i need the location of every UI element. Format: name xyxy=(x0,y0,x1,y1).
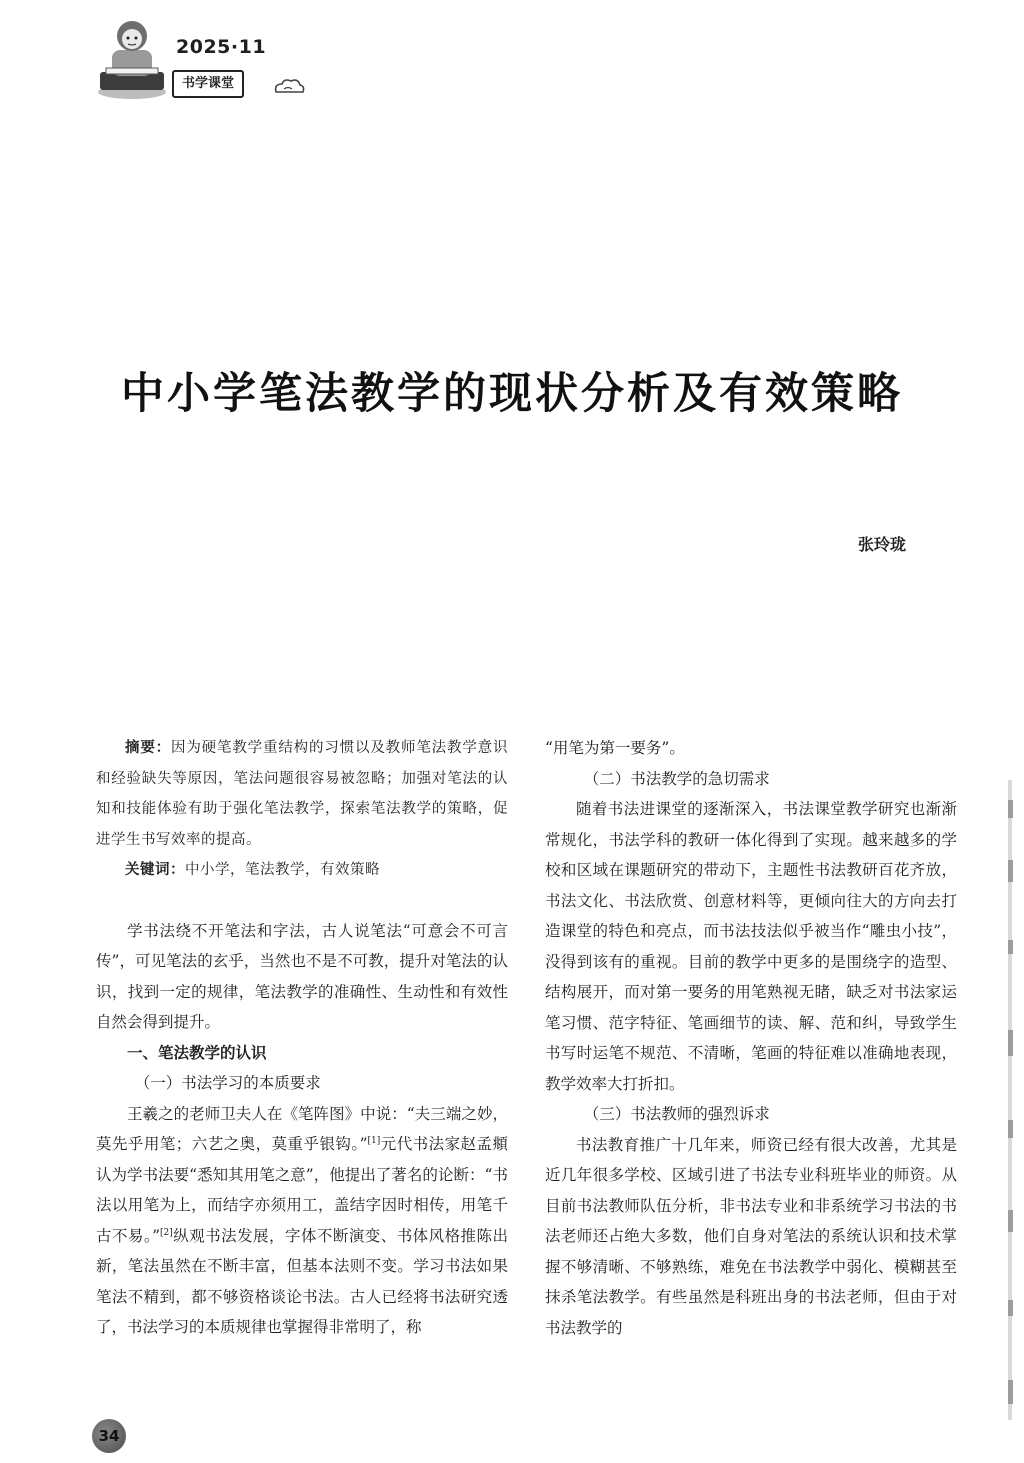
citation-2: [2] xyxy=(160,1227,173,1238)
article-title: 中小学笔法教学的现状分析及有效策略 xyxy=(121,369,903,419)
keywords xyxy=(96,855,508,886)
abstract-text: 因为硬笔教学重结构的习惯以及教师笔法教学意识和经验缺失等原因，笔法问题很容易被忽略；加强对笔法的认知和技能体验有助于强化笔法教学，探索笔法教学的策略，促进学生书写效率的提高。 xyxy=(96,740,508,848)
issue-number: 2025·11 xyxy=(176,36,267,58)
paragraph-1-part-c: 纵观书法发展，字体不断演变、书体风格推陈出新，笔法虽然在不断丰富，但基本法则不变。学习书法如果笔法不精到，都不够资格谈论书法。古人已经将书法研究透了，书法学习的本质规律也掌握得非常明了，称 xyxy=(96,1226,508,1336)
left-column xyxy=(96,733,508,1343)
intro-paragraph: 学书法绕不开笔法和字法，古人说笔法“可意会不可言传”，可见笔法的玄乎，当然也不是不可教，提升对笔法的认识，找到一定的规律，笔法教学的准确性、生动性和有效性自然会得到提升。 xyxy=(96,921,508,1031)
paragraph-1 xyxy=(96,1099,508,1343)
paragraph-1-part-b: 元代书法家赵孟頫认为学书法要“悉知其用笔之意”，他提出了著名的论断：“书法以用笔为上，而结字亦须用工，盖结字因时相传，用笔千古不易。” xyxy=(96,1135,508,1245)
subsection-heading-1: （一）书法学习的本质要求 xyxy=(134,1074,321,1092)
keywords-label: 关键词： xyxy=(125,862,185,878)
page-number: 34 xyxy=(92,1419,126,1453)
scan-edge-strip xyxy=(1006,780,1016,1420)
paragraph-2: 随着书法进课堂的逐渐深入，书法课堂教学研究也渐渐常规化，书法学科的教研一体化得到了实现。越来越多的学校和区域在课题研究的带动下，主题性书法教研百花齐放，书法文化、书法欣赏、创意材料等，更倾向往大的方向去打造课堂的特色和亮点，而书法技法似乎被当作“雕虫小技”，没得到该有的重视。目前的教学中更多的是围绕字的造型、结构展开，而对第一要务的用笔熟视无睹，缺乏对书法家运笔习惯、范字特征、笔画细节的读、解、范和纠，导致学生书写时运笔不规范、不清晰，笔画的特征难以准确地表现，教学效率大打折扣。 xyxy=(545,800,957,1093)
section-heading-1: 一、笔法教学的认识 xyxy=(127,1043,267,1062)
subsection-heading-2: （二）书法教学的急切需求 xyxy=(583,769,770,788)
abstract xyxy=(96,733,508,855)
subsection-heading-3: （三）书法教师的强烈诉求 xyxy=(583,1105,770,1123)
paragraph-3: 书法教育推广十几年来，师资已经有很大改善，尤其是近几年很多学校、区域引进了书法专业科班毕业的师资。从目前书法教师队伍分析，非书法专业和非系统学习书法的书法老师还占绝大多数，他们自身对笔法的系统认识和技术掌握不够清晰、不够熟练，难免在书法教学中弱化、模糊甚至抹杀笔法教学。有些虽然是科班出身的书法老师，但由于对书法教学的 xyxy=(545,1135,957,1337)
citation-1: [1] xyxy=(367,1135,381,1146)
cloud-ornament-icon xyxy=(272,76,306,98)
abstract-label: 摘要： xyxy=(125,740,171,756)
keywords-text: 中小学，笔法教学，有效策略 xyxy=(185,862,380,878)
student-writing-icon xyxy=(96,14,168,100)
page-header xyxy=(96,14,306,104)
author-name: 张玲珑 xyxy=(858,535,907,554)
paragraph-1-part-a: 王羲之的老师卫夫人在《笔阵图》中说：“夫三端之妙，莫先乎用笔；六艺之奥，莫重乎银钩。” xyxy=(96,1104,508,1153)
column-label: 书学课堂 xyxy=(172,70,244,98)
continued-text: “用笔为第一要务”。 xyxy=(545,739,685,757)
right-column xyxy=(545,733,957,1343)
